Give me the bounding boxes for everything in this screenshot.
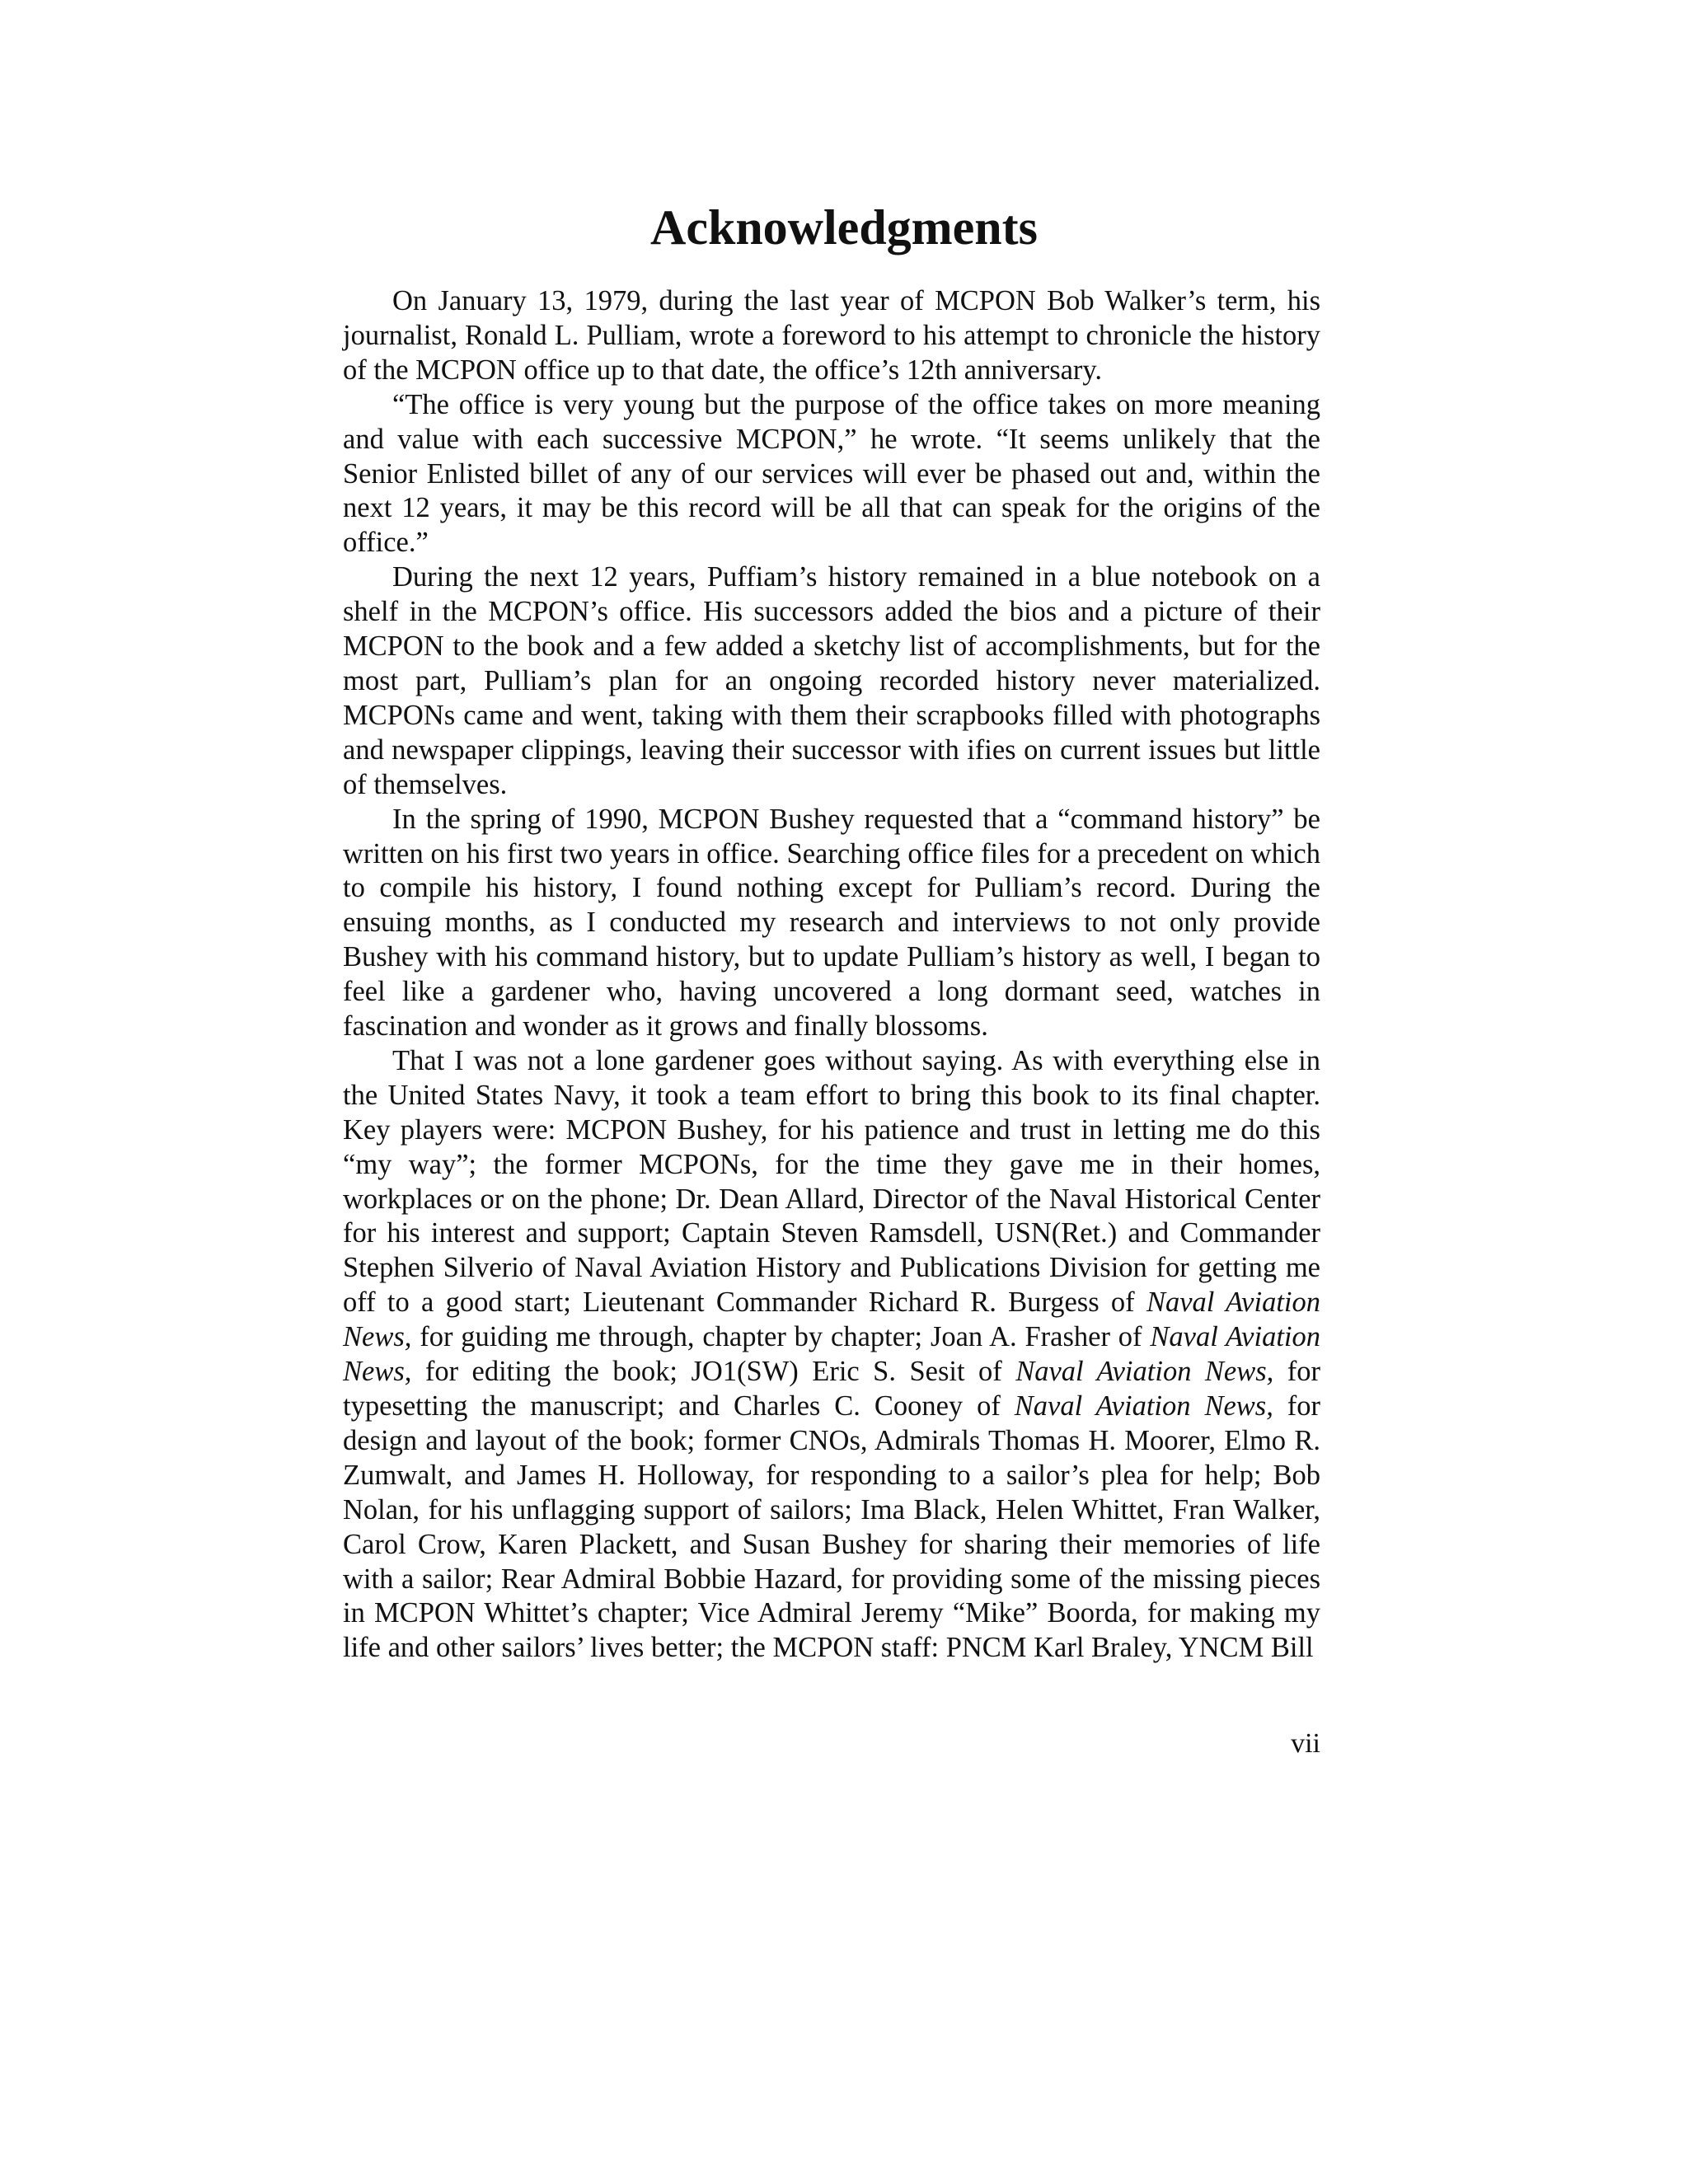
paragraph-3: During the next 12 years, Puffiam’s history remained in a blue notebook on a shelf in the MCPON’s office. His successors added the bios and a picture of their MCPON to the book and a few added a sketchy list of accomplishments, but for the most part, Pulliam’s plan for an ongoing recorded history never materialized. MCPONs came and went, taking with them their scrapbooks filled with photographs and newspaper clippings, leaving their successor with ifies on current issues but little of themselves. <box>343 561 1320 800</box>
paragraph-2: “The office is very young but the purpose of the office takes on more meaning and value with each successive MCPON,” he wrote. “It seems unlikely that the Senior Enlisted billet of any of our services will ever be phased out and, within the next 12 years, it may be this record will be all that can speak for the origins of the office.” <box>343 388 1320 559</box>
paragraph-5-text: for editing the book; JO1(SW) Eric S. Sesit of <box>411 1356 1016 1388</box>
paragraph-5 <box>343 1044 1320 1666</box>
body-text <box>343 284 1320 1666</box>
paragraph-5-text: for design and layout of the book; former CNOs, Admirals Thomas H. Moorer, Elmo R. Zumwalt, and James H. Holloway, for responding to a sailor’s plea for help; Bob Nolan, for his unflagging support of sailors; Ima Black, Helen Whittet, Fran Walker, Carol Crow, Karen Plackett, and Susan Bushey for sharing their memories of life with a sailor; Rear Admiral Bobbie Hazard, for providing some of the missing pieces in MCPON Whittet’s chapter; Vice Admiral Jeremy “Mike” Boorda, for making my life and other sailors’ lives better; the MCPON staff: PNCM Karl Braley, YNCM Bill <box>343 1390 1320 1664</box>
publication-title: Naval Aviation News, <box>343 1321 1321 1388</box>
publication-title: Naval Aviation News, <box>1014 1390 1273 1422</box>
paragraph-1: On January 13, 1979, during the last year of MCPON Bob Walker’s term, his journalist, Ronald L. Pulliam, wrote a foreword to his attempt to chronicle the history of the MCPON office up to that date, the office’s 12th anniversary. <box>343 285 1320 386</box>
publication-title: Naval Aviation News, <box>1015 1356 1274 1388</box>
paragraph-5-text: for typesetting the manuscript; and Charles C. Cooney of <box>343 1356 1320 1422</box>
paragraph-5-text: That I was not a lone gardener goes without saying. As with everything else in the United States Navy, it took a team effort to bring this book to its final chapter. Key players were: MCPON Bushey, for his patience and trust in letting me do this “my way”; the former MCPONs, for the time they gave me in their homes, workplaces or on the phone; Dr. Dean Allard, Director of the Naval Historical Center for his interest and support; Captain Steven Ramsdell, USN(Ret.) and Commander Stephen Silverio of Naval Aviation History and Publications Division for getting me off to a good start; Lieutenant Commander Richard R. Burgess of <box>343 1044 1320 1319</box>
paragraph-4: In the spring of 1990, MCPON Bushey requested that a “command history” be written on his first two years in office. Searching office files for a precedent on which to compile his history, I found nothing except for Pulliam’s record. During the ensuing months, as I conducted my research and interviews to not only provide Bushey with his command history, but to update Pulliam’s history as well, I began to feel like a gardener who, having uncovered a long dormant seed, watches in fascination and wonder as it grows and finally blossoms. <box>343 803 1320 1043</box>
page-number: vii <box>1291 1728 1320 1759</box>
paragraph-5-text: for guiding me through, chapter by chapter; Joan A. Frasher of <box>411 1321 1151 1353</box>
page-title: Acknowledgments <box>649 200 1038 255</box>
publication-title: Naval Aviation News, <box>343 1286 1320 1353</box>
